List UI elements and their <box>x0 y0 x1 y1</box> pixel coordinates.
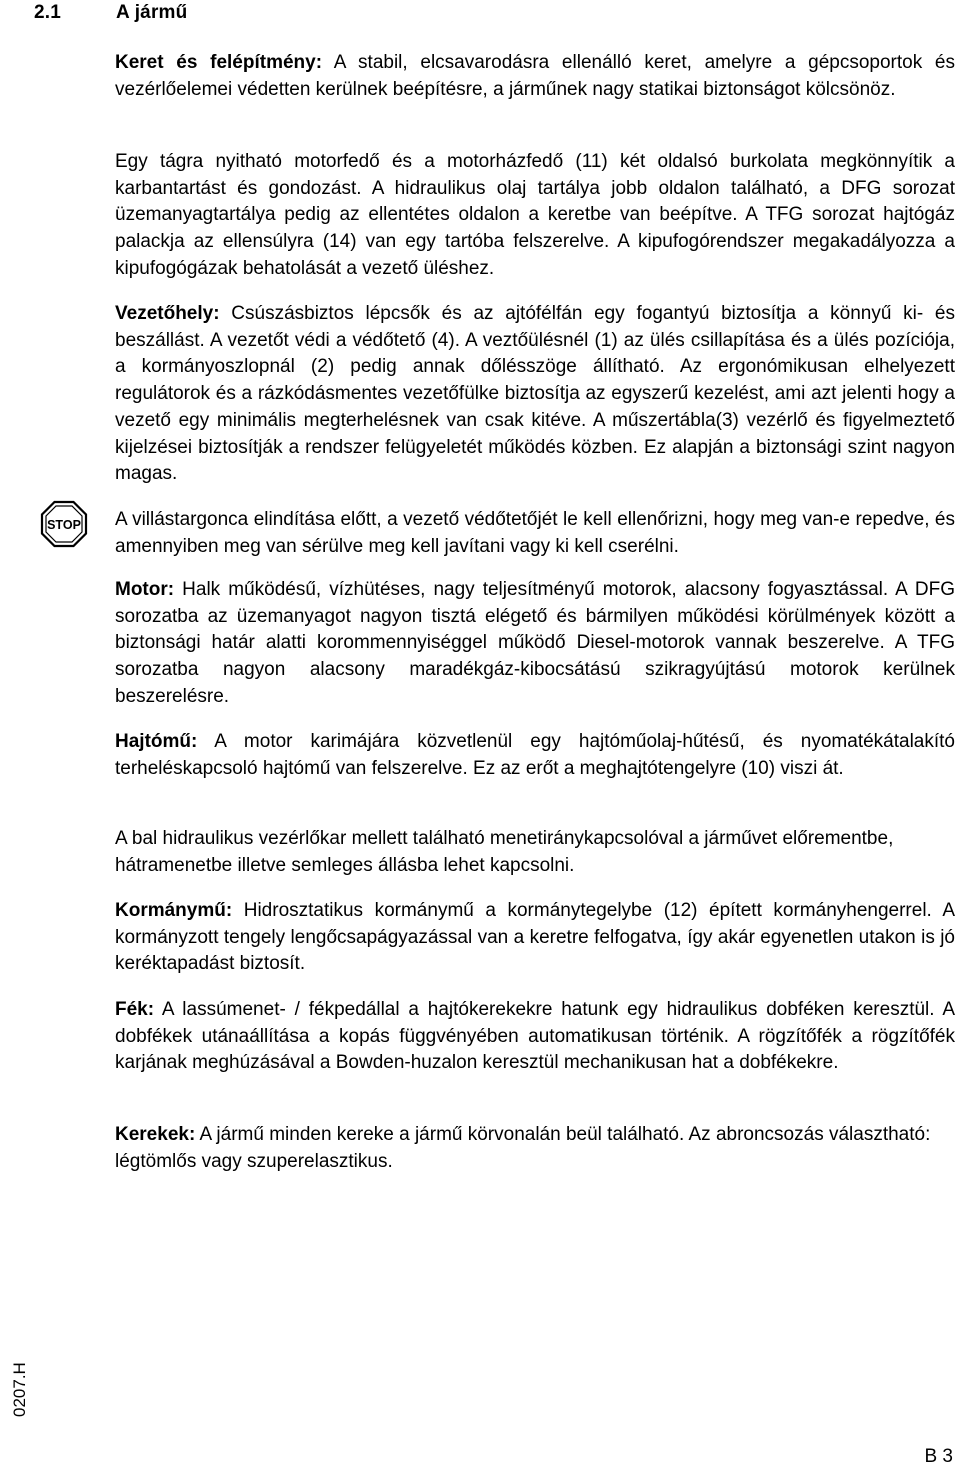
text-frame: A stabil, elcsavarodásra ellenálló keret, amelyre a gépcsoportok és vezérlőelemei védetten kerülnek beépítésre, a járműnek nagy statikai biztonságot kölcsönöz. <box>115 52 955 100</box>
section-title: A jármű <box>116 2 188 23</box>
label-wheels: Kerekek: <box>115 1124 196 1145</box>
label-frame: Keret és felépítmény: <box>115 52 323 73</box>
paragraph-maintenance <box>115 149 955 283</box>
paragraph-direction-switch <box>115 826 955 879</box>
text-engine: Halk működésű, vízhütéses, nagy teljesítményű motorok, alacsony fogyasztással. A DFG sorozatba az üzemanyagot nagyon tisztá elégető és bármilyen működési körülmények között a biztonsági határ alatti korommennyiséggel működő Diesel-motorok vannak beszerelve. A TFG sorozatba nagyon alacsony maradékgáz-kibocsátású szikragyújtású motorok kerülnek beszerelésre. <box>115 579 955 707</box>
section-number: 2.1 <box>34 2 62 23</box>
label-transmission: Hajtómű: <box>115 731 198 752</box>
text-stop-warning: A villástargonca elindítása előtt, a vezető védőtetőjét le kell ellenőrizni, hogy meg van-e repedve, és amennyiben meg van sérülve meg kell javítani vagy ki kell cserélni. <box>115 509 955 557</box>
label-engine: Motor: <box>115 579 175 600</box>
document-code: 0207.H <box>10 1362 29 1417</box>
text-brakes: A lassúmenet- / fékpedállal a hajtókerekekre hatunk egy hidraulikus dobféken keresztül. A dobfékek utánaállítása a kopás függvényében automatikusan történik. A rögzítőfék a rögzítőfék karjának meghúzásával a Bowden-huzalon keresztül mechanikusan hat a dobfékekre. <box>115 999 955 1074</box>
label-brakes: Fék: <box>115 999 155 1020</box>
label-steering: Kormánymű: <box>115 900 233 921</box>
text-direction-switch: A bal hidraulikus vezérlőkar mellett található menetiránykapcsolóval a járművet előrementbe, hátramenetbe illetve semleges állásba lehet kapcsolni. <box>115 828 894 876</box>
label-driver-seat: Vezetőhely: <box>115 303 220 324</box>
stop-sign-icon <box>40 500 88 548</box>
text-transmission: A motor karimájára közvetlenül egy hajtóműolaj-hűtésű, és nyomatékátalakító terheléskapcsoló hajtómű van felszerelve. Ez az erőt a meghajtótengelyre (10) viszi át. <box>115 731 955 779</box>
paragraph-transmission <box>115 729 955 782</box>
paragraph-steering <box>115 898 955 978</box>
paragraph-wheels <box>115 1122 955 1175</box>
paragraph-engine <box>115 577 955 711</box>
paragraph-stop-warning <box>115 507 955 560</box>
text-steering: Hidrosztatikus kormánymű a kormánytegelybe (12) épített kormányhengerrel. A kormányzott tengely lengőcsapágyazással van a keretre felfogatva, így akár egyenetlen utakon is jó keréktapadást biztosít. <box>115 900 955 975</box>
paragraph-driver-seat <box>115 301 955 488</box>
text-driver-seat: Csúszásbiztos lépcsők és az ajtófélfán egy fogantyú biztosítja a könnyű ki- és beszállást. A vezetőt védi a védőtető (4). A veztőülésnél (1) az ülés csillapítása és a ülés pozíciója, a kormányoszlopnál (2) pedig annak dőlésszöge állítható. Az ergonómikusan elhelyezett regulátorok és a rázkódásmentes vezetőfülke biztosítja az egyszerű kezelést, ami azt jelenti hogy a vezető egy minimális megterhelésnek van csak kitéve. A műszertábla(3) vezérlő és figyelmeztető kijelzései biztosítják a rendszer felügyeletét működés közben. Ez alapján a biztonsági szint nagyon magas. <box>115 303 955 485</box>
stop-sign-label: STOP <box>47 518 81 532</box>
text-maintenance: Egy tágra nyitható motorfedő és a motorházfedő (11) két oldalsó burkolata megkönnyítik a karbantartást és gondozást. A hidraulikus olaj tartálya jobb oldalon található, a DFG sorozat üzemanyagtartálya pedig az ellentétes oldalon a keretbe van beépítve. A TFG sorozat hajtógáz palackja az ellensúlyra (14) van egy tartóba felszerelve. A kipufogórendszer megakadályozza a kipufogógázak behatolását a vezető üléshez. <box>115 151 955 279</box>
section-heading <box>34 2 187 24</box>
paragraph-frame <box>115 50 955 103</box>
paragraph-brakes <box>115 997 955 1077</box>
text-wheels: A jármű minden kereke a jármű körvonalán beül található. Az abroncsozás választható: légtömlős vagy szuperelasztikus. <box>115 1124 931 1172</box>
page-number: B 3 <box>924 1446 953 1467</box>
